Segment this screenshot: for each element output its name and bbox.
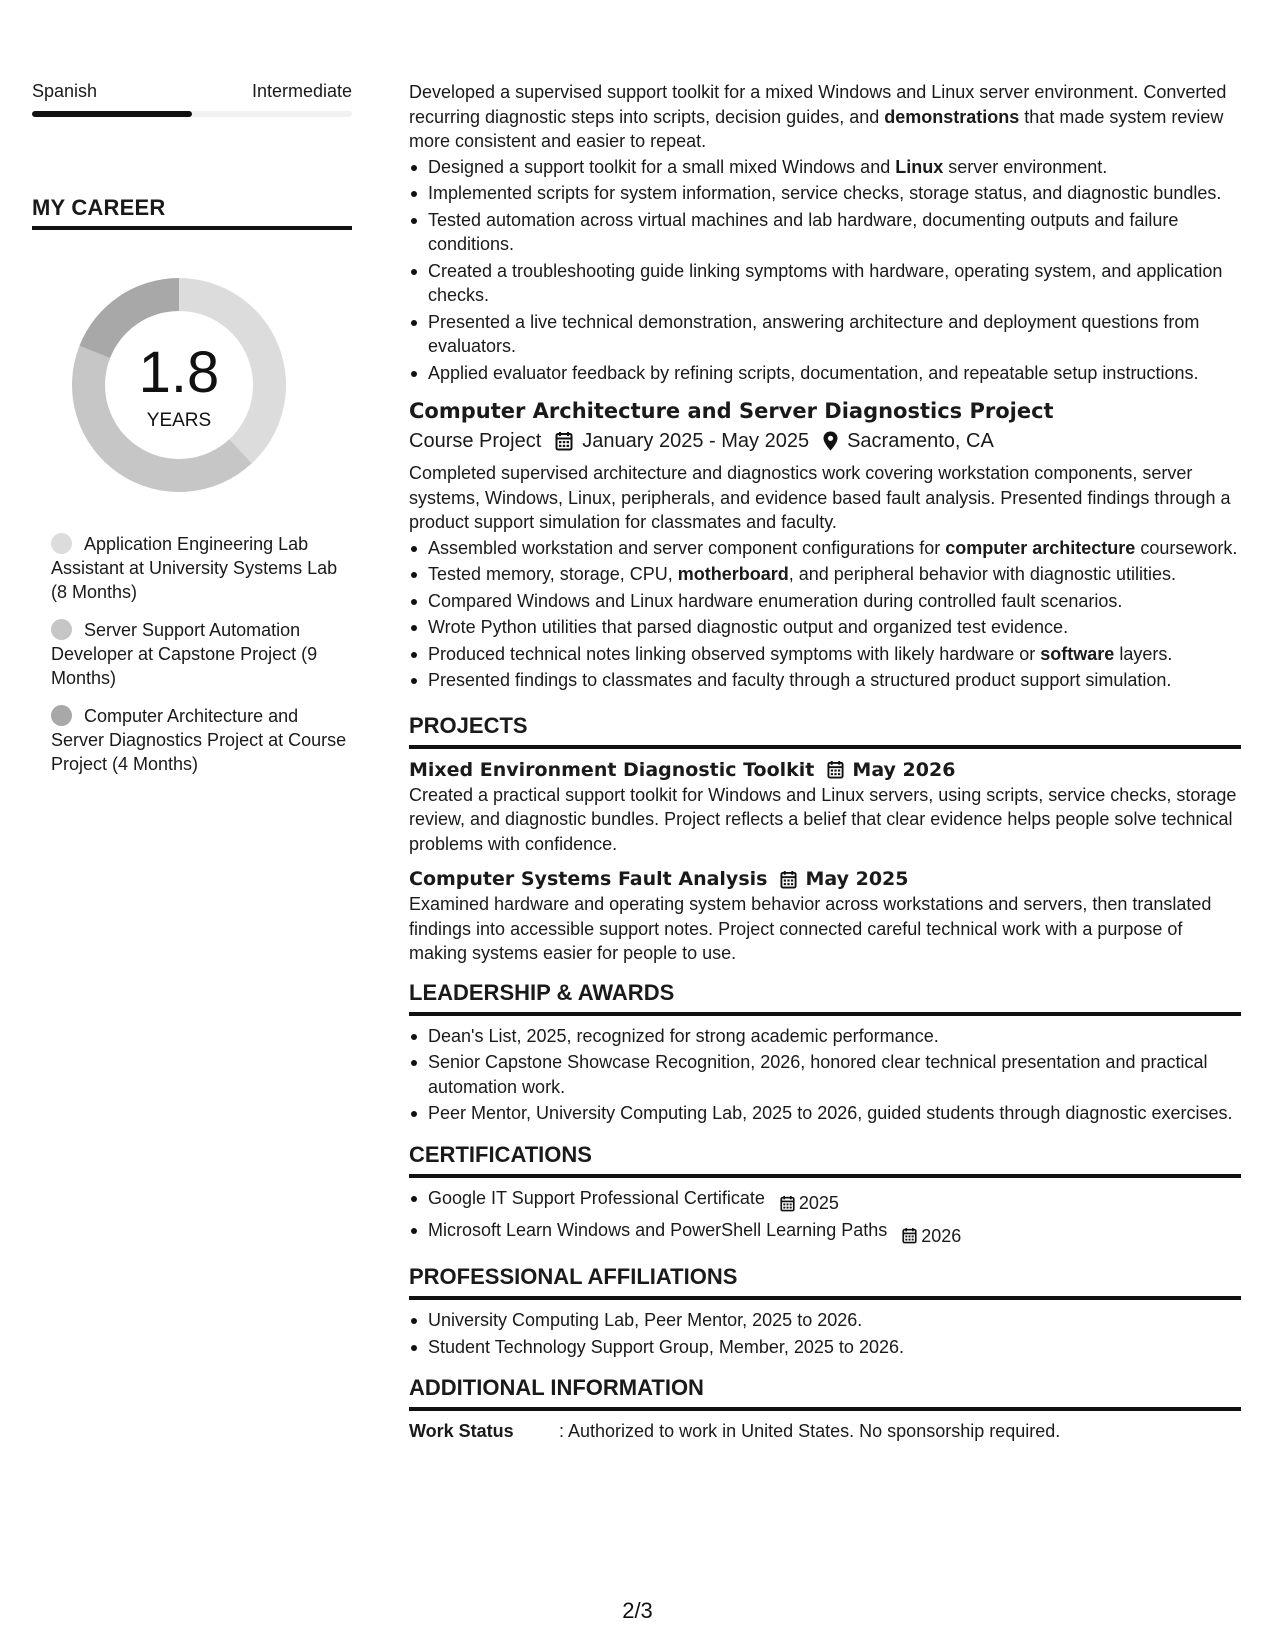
career-legend-item xyxy=(51,704,352,776)
career-legend-text: Computer Architecture and Server Diagnostics Project at Course Project (4 Months) xyxy=(51,706,347,774)
bullet-item: Implemented scripts for system information, service checks, storage status, and diagnostic bundles. xyxy=(409,181,1241,206)
bullet-item: Presented a live technical demonstration, answering architecture and deployment questions from evaluators. xyxy=(409,310,1241,359)
work-status-row xyxy=(409,1419,1241,1444)
project-date: May 2025 xyxy=(805,868,909,890)
language-name: Spanish xyxy=(32,81,98,101)
section-heading-projects: PROJECTS xyxy=(409,713,1241,749)
calendar-icon xyxy=(555,431,573,451)
certifications-list xyxy=(409,1186,1241,1249)
experience-location: Sacramento, CA xyxy=(847,430,994,452)
legend-dot xyxy=(51,705,72,726)
bullet-item: Senior Capstone Showcase Recognition, 2026, honored clear technical presentation and practical automation work. xyxy=(409,1050,1241,1099)
legend-dot xyxy=(51,619,72,640)
page-number: 2/3 xyxy=(622,1598,653,1623)
bullet-item: Presented findings to classmates and faculty through a structured product support simulation. xyxy=(409,668,1241,693)
section-heading-certifications: CERTIFICATIONS xyxy=(409,1142,1241,1178)
experience-bullets xyxy=(409,536,1241,693)
section-heading-affiliations: PROFESSIONAL AFFILIATIONS xyxy=(409,1264,1241,1300)
language-level: Intermediate xyxy=(251,81,352,101)
calendar-icon xyxy=(902,1227,917,1244)
experience-summary: Developed a supervised support toolkit for a mixed Windows and Linux server environment. Converted recurring diagnostic steps into scripts, decision guides, and demonstrations that made system review more consistent and easier to repeat. xyxy=(409,82,1227,151)
bullet-item: Produced technical notes linking observed symptoms with likely hardware or software layers. xyxy=(409,642,1241,667)
career-donut-chart xyxy=(66,272,292,498)
language-proficiency-fill xyxy=(32,111,192,117)
career-heading: MY CAREER xyxy=(32,195,352,230)
section-heading-leadership: LEADERSHIP & AWARDS xyxy=(409,980,1241,1016)
career-legend xyxy=(32,532,352,776)
bullet-item: Applied evaluator feedback by refining scripts, documentation, and repeatable setup instructions. xyxy=(409,361,1241,386)
experience-meta xyxy=(409,427,1241,455)
certification-item xyxy=(409,1218,1241,1248)
affiliations-list xyxy=(409,1308,1241,1359)
language-row xyxy=(32,80,352,102)
bullet-item: Designed a support toolkit for a small mixed Windows and Linux server environment. xyxy=(409,155,1241,180)
experience-bullets xyxy=(409,155,1241,386)
project-description: Created a practical support toolkit for Windows and Linux servers, using scripts, service checks, storage review, and diagnostic bundles. Project reflects a belief that clear evidence helps people solve technical problems with confidence. xyxy=(409,784,1237,854)
section-heading-additional: ADDITIONAL INFORMATION xyxy=(409,1375,1241,1411)
certification-name: Google IT Support Professional Certificate xyxy=(428,1187,765,1208)
career-legend-text: Server Support Automation Developer at Capstone Project (9 Months) xyxy=(51,620,318,688)
map-pin-icon xyxy=(823,431,838,451)
bullet-item: Tested memory, storage, CPU, motherboard, and peripheral behavior with diagnostic utilities. xyxy=(409,562,1241,587)
language-proficiency-bar xyxy=(32,111,352,117)
project-description: Examined hardware and operating system behavior across workstations and servers, then translated findings into accessible support notes. Project connected careful technical work with a purpose of making systems easier for people to use. xyxy=(409,894,1212,963)
certification-item xyxy=(409,1186,1241,1216)
calendar-icon xyxy=(780,870,797,889)
calendar-icon xyxy=(827,760,844,779)
bullet-item: Created a troubleshooting guide linking symptoms with hardware, operating system, and application checks. xyxy=(409,259,1241,308)
project-title: Mixed Environment Diagnostic Toolkit xyxy=(409,758,815,781)
experience-title: Computer Architecture and Server Diagnostics Project xyxy=(409,399,1054,423)
bullet-item: Student Technology Support Group, Member, 2025 to 2026. xyxy=(409,1335,1241,1360)
leadership-list xyxy=(409,1024,1241,1126)
career-legend-text: Application Engineering Lab Assistant at University Systems Lab (8 Months) xyxy=(51,534,338,602)
experience-dates: January 2025 - May 2025 xyxy=(582,430,810,452)
project-item xyxy=(409,757,1241,857)
certification-year: 2025 xyxy=(798,1193,839,1214)
calendar-icon xyxy=(780,1195,795,1212)
bullet-item: Wrote Python utilities that parsed diagnostic output and organized test evidence. xyxy=(409,615,1241,640)
work-status-value: : Authorized to work in United States. No sponsorship required. xyxy=(559,1421,1061,1441)
bullet-item: Peer Mentor, University Computing Lab, 2025 to 2026, guided students through diagnostic exercises. xyxy=(409,1101,1241,1126)
career-total-number: 1.8 xyxy=(138,340,220,405)
project-item xyxy=(409,866,1241,966)
main-content xyxy=(409,80,1241,1444)
bullet-item: Compared Windows and Linux hardware enumeration during controlled fault scenarios. xyxy=(409,589,1241,614)
bullet-item: Dean's List, 2025, recognized for strong academic performance. xyxy=(409,1024,1241,1049)
career-total-unit: YEARS xyxy=(146,410,212,431)
bullet-item: Tested automation across virtual machines and lab hardware, documenting outputs and failure conditions. xyxy=(409,208,1241,257)
sidebar xyxy=(32,80,352,790)
experience-summary: Completed supervised architecture and diagnostics work covering workstation components, server systems, Windows, Linux, peripherals, and evidence based fault analysis. Presented findings through a product support simulation for classmates and faculty. xyxy=(409,463,1231,532)
career-legend-item xyxy=(51,618,352,690)
work-status-label: Work Status xyxy=(409,1421,514,1441)
project-date: May 2026 xyxy=(852,758,956,781)
bullet-item: University Computing Lab, Peer Mentor, 2025 to 2026. xyxy=(409,1308,1241,1333)
certification-year: 2026 xyxy=(921,1225,962,1246)
bullet-item: Assembled workstation and server component configurations for computer architecture coursework. xyxy=(409,536,1241,561)
project-title: Computer Systems Fault Analysis xyxy=(409,868,768,890)
experience-org: Course Project xyxy=(409,430,542,452)
certification-name: Microsoft Learn Windows and PowerShell Learning Paths xyxy=(428,1219,888,1240)
career-legend-item xyxy=(51,532,352,604)
legend-dot xyxy=(51,533,72,554)
